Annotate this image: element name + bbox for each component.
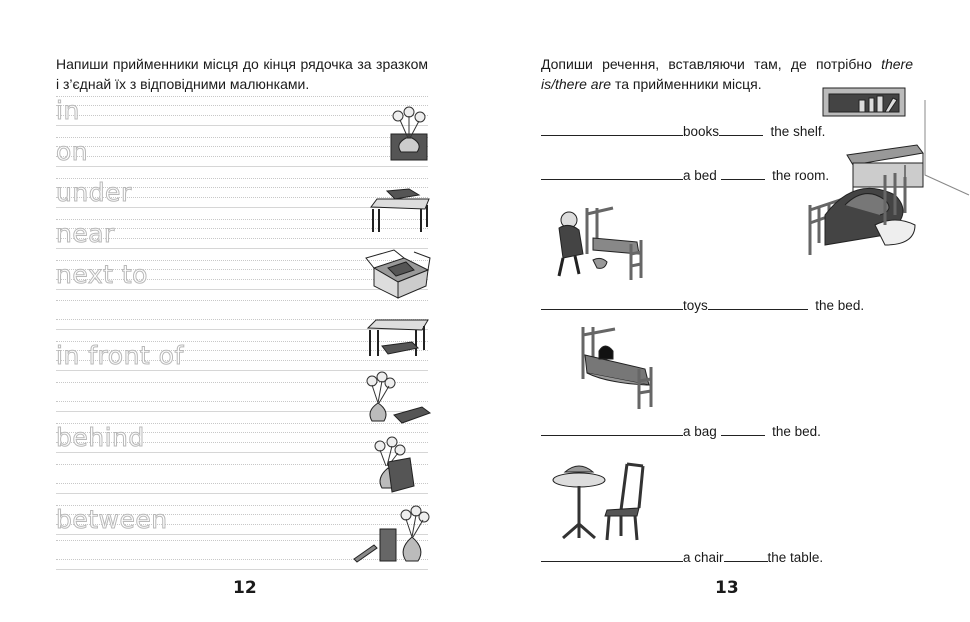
answer-blank[interactable] — [724, 548, 768, 562]
trace-word: in — [56, 96, 80, 125]
table-chair-icon — [551, 458, 651, 542]
answer-blank[interactable] — [541, 422, 683, 436]
page-number: 13 — [715, 578, 739, 598]
vase-behind-book-icon[interactable] — [370, 436, 418, 494]
bag-on-bed-icon — [579, 325, 659, 409]
open-box-icon[interactable] — [364, 248, 432, 300]
sentence-3: toys the bed. — [541, 296, 864, 315]
answer-blank[interactable] — [541, 548, 683, 562]
answer-blank[interactable] — [541, 296, 683, 310]
right-instruction: Допиши речення, вставляючи там, де потрібно there is/there are та прийменники місця. — [541, 56, 914, 92]
left-instruction: Напиши прийменники місця до кінця рядочка за зразком і з’єднай їх з відповідними малюнками. — [56, 56, 428, 92]
trace-word: on — [56, 137, 89, 166]
boy-near-bed-icon — [553, 204, 645, 282]
answer-blank[interactable] — [719, 122, 763, 136]
answer-blank[interactable] — [541, 166, 683, 180]
trace-word: next to — [56, 260, 148, 289]
bedroom-icon — [805, 95, 970, 255]
page-number: 12 — [233, 578, 257, 598]
sentence-1: books the shelf. — [541, 122, 825, 141]
answer-blank[interactable] — [721, 422, 765, 436]
answer-blank[interactable] — [708, 296, 808, 310]
book-on-table-icon[interactable] — [369, 187, 431, 233]
trace-row-in[interactable] — [56, 96, 428, 126]
answer-blank[interactable] — [541, 122, 683, 136]
sentence-5: a chair the table. — [541, 548, 823, 567]
sentence-2: a bed the room. — [541, 166, 829, 185]
pencil-book-vase-icon[interactable] — [352, 505, 432, 563]
trace-word: behind — [56, 423, 145, 452]
trace-word: near — [56, 219, 115, 248]
answer-blank[interactable] — [721, 166, 765, 180]
trace-word: in front of — [56, 341, 184, 370]
trace-word: under — [56, 178, 132, 207]
trace-word: between — [56, 505, 168, 534]
vase-near-book-icon[interactable] — [364, 371, 432, 427]
vase-on-box-icon[interactable] — [388, 104, 432, 162]
book-under-table-icon[interactable] — [366, 318, 430, 358]
sentence-4: a bag the bed. — [541, 422, 821, 441]
trace-row-on[interactable] — [56, 137, 428, 167]
right-page — [485, 0, 970, 622]
